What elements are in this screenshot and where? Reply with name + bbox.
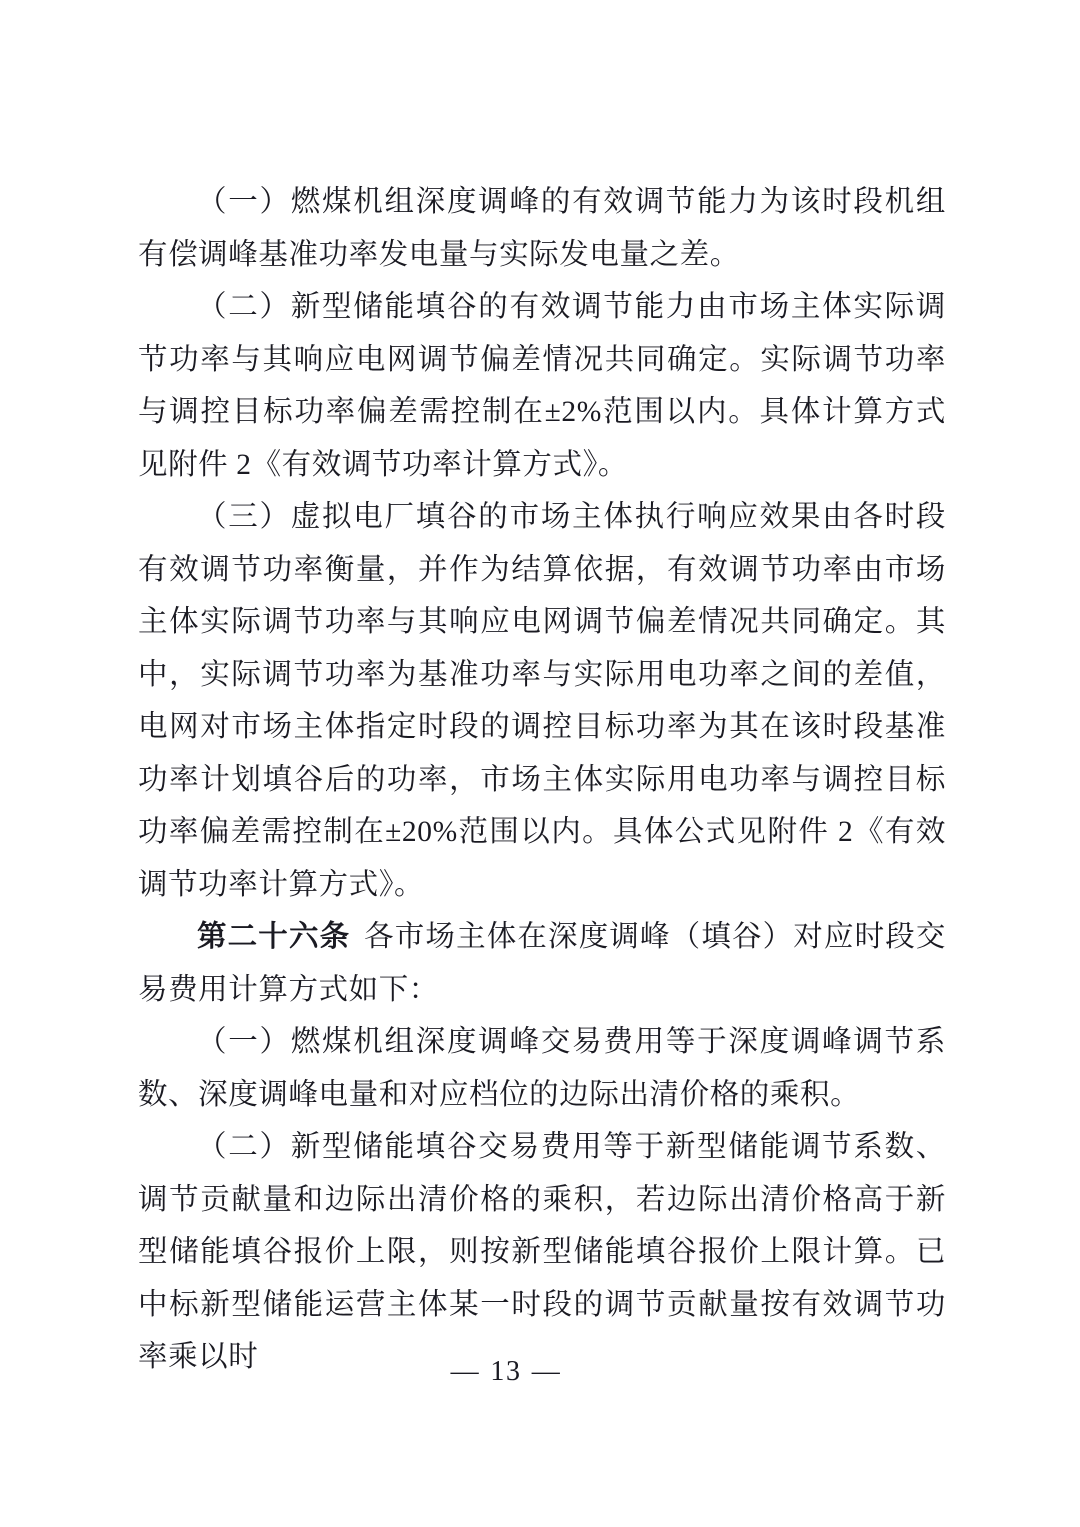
clause-paragraph: （二）新型储能填谷的有效调节能力由市场主体实际调节功率与其响应电网调节偏差情况共同确定。实际调节功率与调控目标功率偏差需控制在±2%范围以内。具体计算方式见附件 2《有效调节功率计算方式》。 <box>138 291 946 481</box>
clause-paragraph: （一）燃煤机组深度调峰交易费用等于深度调峰调节系数、深度调峰电量和对应档位的边际出清价格的乘积。 <box>138 1026 946 1111</box>
clause-paragraph: （一）燃煤机组深度调峰的有效调节能力为该时段机组有偿调峰基准功率发电量与实际发电量之差。 <box>138 186 946 271</box>
clause-paragraph: （二）新型储能填谷交易费用等于新型储能调节系数、调节贡献量和边际出清价格的乘积，若边际出清价格高于新型储能填谷报价上限，则按新型储能填谷报价上限计算。已中标新型储能运营主体某一时段的调节贡献量按有效调节功率乘以时 <box>138 1131 946 1373</box>
footer-left-dash: — <box>450 1356 481 1387</box>
page-number: 13 <box>490 1356 522 1387</box>
page-content <box>138 176 946 1384</box>
article-heading-text: 各市场主体在深度调峰（填谷）对应时段交易费用计算方式如下： <box>138 921 946 1006</box>
article-number-label: 第二十六条 <box>197 921 351 953</box>
page-footer <box>0 1352 1080 1392</box>
article-heading-paragraph <box>138 911 946 1016</box>
footer-right-dash: — <box>531 1356 562 1387</box>
clause-paragraph: （三）虚拟电厂填谷的市场主体执行响应效果由各时段有效调节功率衡量，并作为结算依据，有效调节功率由市场主体实际调节功率与其响应电网调节偏差情况共同确定。其中，实际调节功率为基准功率与实际用电功率之间的差值，电网对市场主体指定时段的调控目标功率为其在该时段基准功率计划填谷后的功率，市场主体实际用电功率与调控目标功率偏差需控制在±20%范围以内。具体公式见附件 2《有效调节功率计算方式》。 <box>138 501 946 901</box>
